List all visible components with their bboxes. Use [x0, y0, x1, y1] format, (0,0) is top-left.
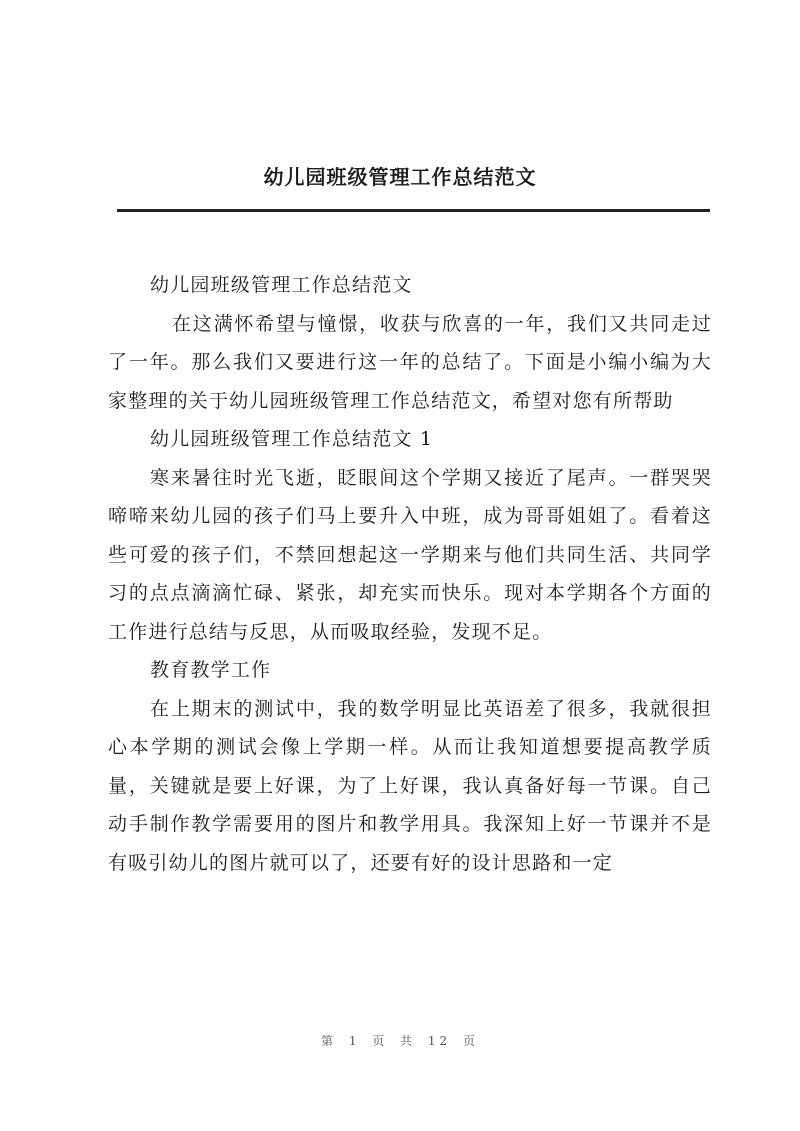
page-title: 幼儿园班级管理工作总结范文 [263, 165, 537, 189]
page-footer: 第 1 页 共 12 页 [321, 1034, 479, 1048]
body-paragraph: 寒来暑往时光飞逝，眨眼间这个学期又接近了尾声。一群哭哭啼啼来幼儿园的孩子们马上要升入中班，成为哥哥姐姐了。看着这些可爱的孩子们，不禁回想起这一学期来与他们共同生活、共同学习的点点滴滴忙碌、紧张，却充实而快乐。现对本学期各个方面的工作进行总结与反思，从而吸取经验，发现不足。 [108, 466, 712, 643]
title-divider [117, 209, 710, 212]
intro-paragraph: 在这满怀希望与憧憬，收获与欣喜的一年，我们又共同走过了一年。那么我们又要进行这一年的总结了。下面是小编小编为大家整理的关于幼儿园班级管理工作总结范文，希望对您有所帮助 [108, 312, 712, 412]
section-heading: 幼儿园班级管理工作总结范文 [150, 274, 413, 296]
document-body [108, 266, 712, 882]
section-heading: 教育教学工作 [150, 659, 272, 681]
section-heading: 幼儿园班级管理工作总结范文 1 [150, 428, 434, 450]
body-paragraph: 在上期末的测试中，我的数学明显比英语差了很多，我就很担心本学期的测试会像上学期一样。从而让我知道想要提高教学质量，关键就是要上好课，为了上好课，我认真备好每一节课。自己动手制作教学需要用的图片和教学用具。我深知上好一节课并不是有吸引幼儿的图片就可以了，还要有好的设计思路和一定 [108, 697, 712, 874]
